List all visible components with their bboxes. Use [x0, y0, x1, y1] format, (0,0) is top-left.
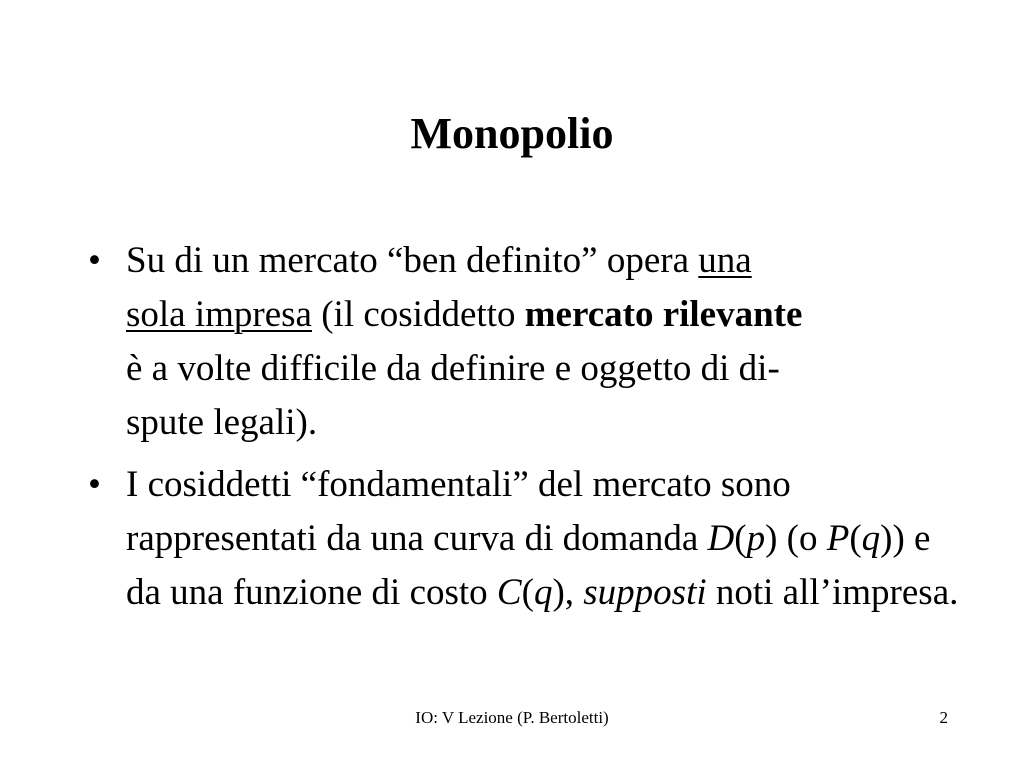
- bullet2-italic-supposti: supposti: [583, 572, 707, 613]
- bullet1-underlined-una: una: [698, 240, 752, 281]
- page-number: 2: [939, 708, 948, 727]
- bullet2-text-2: (: [734, 518, 747, 559]
- slide-title: Monopolio: [410, 109, 614, 158]
- bullet1-text-4: spute legali).: [126, 402, 318, 443]
- bullet1-text-3: è a volte difficile da definire e oggetto di di-: [126, 348, 780, 389]
- bullet1-text-2: (il cosiddetto: [311, 294, 525, 335]
- bullet-marker: •: [88, 240, 101, 281]
- bullet2-italic-q: q: [861, 518, 881, 559]
- bullet-marker: •: [88, 464, 101, 505]
- bullet2-text-7: ),: [552, 572, 584, 613]
- bullet2-text-3: ) (o: [765, 518, 827, 559]
- bullet-list: [88, 234, 968, 628]
- bullet2-italic-q2: q: [533, 572, 553, 613]
- bullet-item-2: [88, 458, 968, 620]
- bullet2-text-1: I cosiddetti “fondamentali” del mercato sono rappresentati da una curva di domanda: [126, 464, 791, 559]
- bullet2-italic-P: P: [826, 518, 850, 559]
- bullet2-italic-p: p: [746, 518, 766, 559]
- bullet-item-1: [88, 234, 968, 450]
- bullet1-bold-mercato-rilevante: mercato rilevante: [524, 294, 803, 335]
- bullet2-italic-C: C: [496, 572, 522, 613]
- bullet2-text-4: (: [849, 518, 862, 559]
- bullet2-text-8: noti all’impresa.: [706, 572, 959, 613]
- bullet2-text-5: )) e da una funzione di costo: [126, 518, 931, 613]
- bullet1-underlined-sola-impresa: sola impresa: [126, 294, 312, 335]
- bullet1-text-1: Su di un mercato “ben definito” opera: [126, 240, 699, 281]
- bullet2-text-6: (: [521, 572, 534, 613]
- footer-text: IO: V Lezione (P. Bertoletti): [415, 708, 609, 727]
- bullet2-italic-D: D: [707, 518, 735, 559]
